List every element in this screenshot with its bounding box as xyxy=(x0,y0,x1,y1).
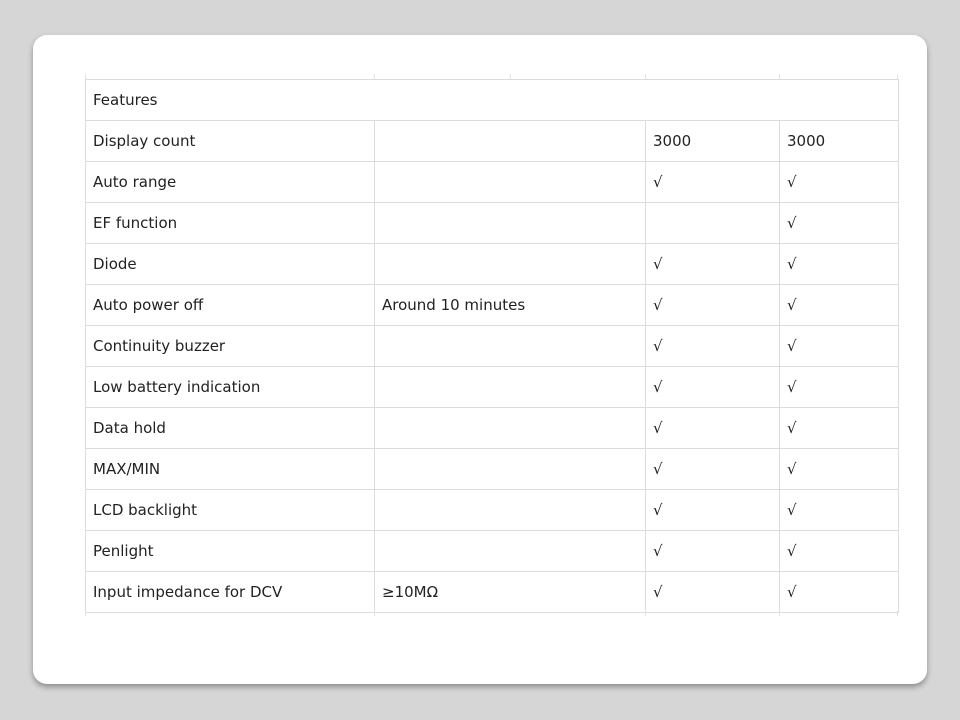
feature-cell: EF function xyxy=(86,203,375,244)
note-cell: ≥10MΩ xyxy=(375,572,646,613)
model-a-cell: √ xyxy=(646,162,780,203)
table-row xyxy=(86,572,899,613)
note-cell xyxy=(375,121,646,162)
table-row xyxy=(86,449,899,490)
model-b-cell: √ xyxy=(780,367,899,408)
model-b-cell: √ xyxy=(780,490,899,531)
note-cell xyxy=(375,244,646,285)
note-cell xyxy=(375,490,646,531)
feature-cell: Low battery indication xyxy=(86,367,375,408)
table-row xyxy=(86,408,899,449)
table-row xyxy=(86,203,899,244)
features-table xyxy=(85,79,899,613)
model-b-cell: √ xyxy=(780,326,899,367)
note-cell xyxy=(375,408,646,449)
model-a-cell: √ xyxy=(646,572,780,613)
model-a-cell: √ xyxy=(646,490,780,531)
table-row xyxy=(86,162,899,203)
model-a-cell: √ xyxy=(646,367,780,408)
model-a-cell xyxy=(646,203,780,244)
model-b-cell: √ xyxy=(780,408,899,449)
table-header-row xyxy=(86,80,899,121)
note-cell: Around 10 minutes xyxy=(375,285,646,326)
model-b-cell: √ xyxy=(780,572,899,613)
feature-cell: Continuity buzzer xyxy=(86,326,375,367)
table-row xyxy=(86,367,899,408)
note-cell xyxy=(375,203,646,244)
model-a-cell: √ xyxy=(646,244,780,285)
model-a-cell: √ xyxy=(646,285,780,326)
table-row xyxy=(86,326,899,367)
feature-cell: Auto power off xyxy=(86,285,375,326)
model-a-cell: √ xyxy=(646,408,780,449)
note-cell xyxy=(375,449,646,490)
feature-cell: Auto range xyxy=(86,162,375,203)
table-row xyxy=(86,531,899,572)
feature-cell: Input impedance for DCV xyxy=(86,572,375,613)
note-cell xyxy=(375,326,646,367)
feature-cell: Penlight xyxy=(86,531,375,572)
model-a-cell: √ xyxy=(646,531,780,572)
model-b-cell: √ xyxy=(780,162,899,203)
note-cell xyxy=(375,531,646,572)
feature-cell: Data hold xyxy=(86,408,375,449)
table-row xyxy=(86,285,899,326)
feature-cell: Diode xyxy=(86,244,375,285)
features-table-body xyxy=(86,80,899,613)
model-a-cell: √ xyxy=(646,326,780,367)
feature-cell: Display count xyxy=(86,121,375,162)
model-b-cell: 3000 xyxy=(780,121,899,162)
model-a-cell: 3000 xyxy=(646,121,780,162)
table-row xyxy=(86,244,899,285)
features-header: Features xyxy=(86,80,899,121)
table-row xyxy=(86,490,899,531)
model-b-cell: √ xyxy=(780,203,899,244)
feature-cell: MAX/MIN xyxy=(86,449,375,490)
feature-cell: LCD backlight xyxy=(86,490,375,531)
model-b-cell: √ xyxy=(780,531,899,572)
note-cell xyxy=(375,162,646,203)
model-a-cell: √ xyxy=(646,449,780,490)
table-row xyxy=(86,121,899,162)
table-bottom-fragment xyxy=(85,611,898,616)
model-b-cell: √ xyxy=(780,244,899,285)
model-b-cell: √ xyxy=(780,285,899,326)
model-b-cell: √ xyxy=(780,449,899,490)
note-cell xyxy=(375,367,646,408)
